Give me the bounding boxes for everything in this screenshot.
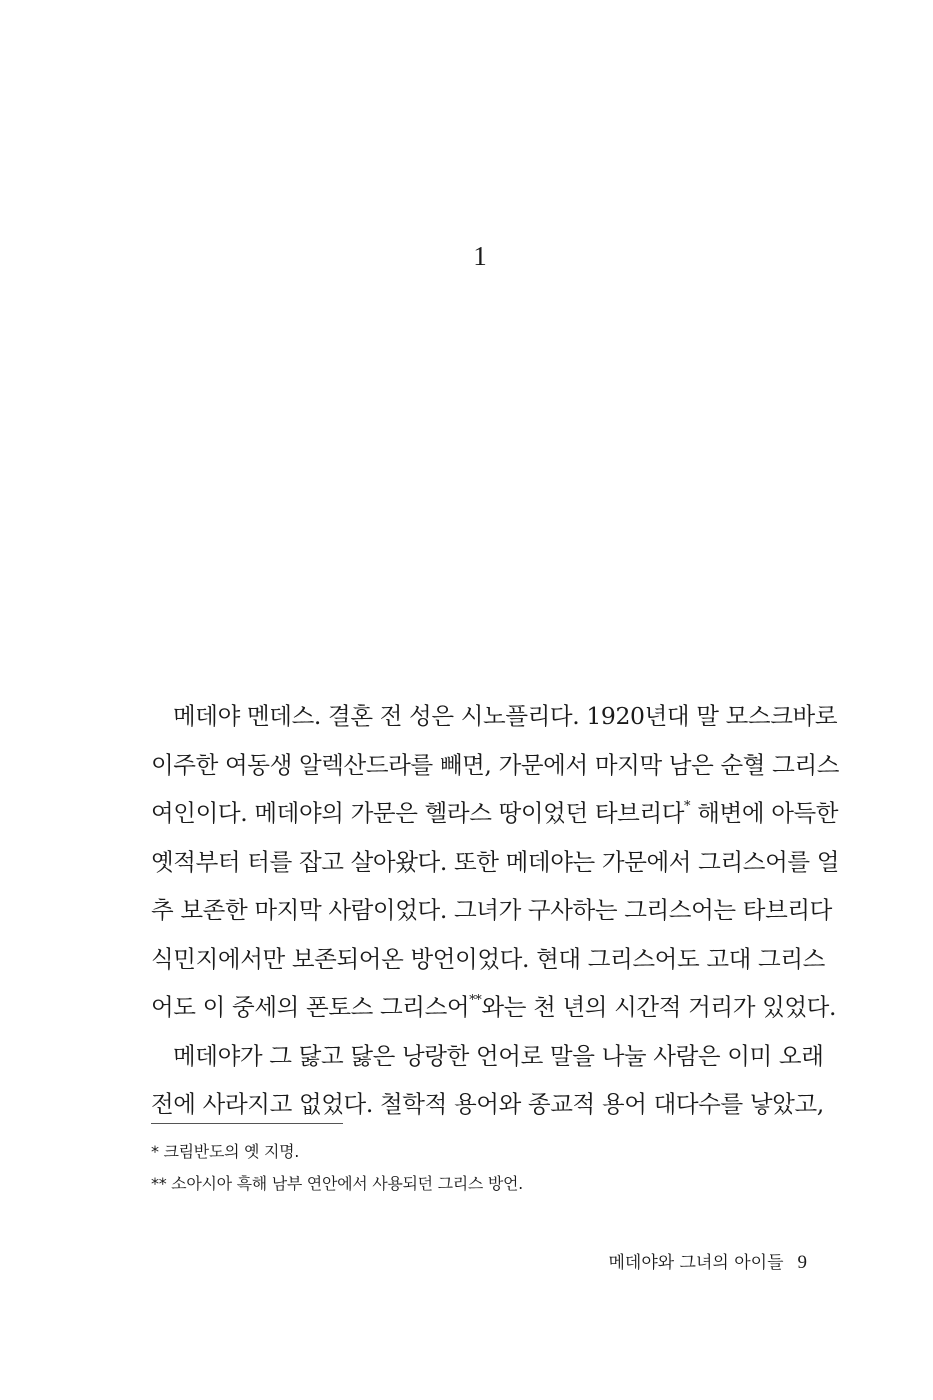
text-line bbox=[151, 741, 840, 790]
footnote-divider bbox=[151, 1123, 343, 1124]
running-title: 메데야와 그녀의 아이들 bbox=[608, 1253, 784, 1273]
footnote-mark: * bbox=[684, 799, 691, 814]
text-line-content: 식민지에서만 보존되어온 방언이었다. 현대 그리스어도 고대 그리스 bbox=[151, 944, 825, 973]
text-line bbox=[151, 838, 840, 887]
text-line-content: 메데야 멘데스. 결혼 전 성은 시노플리다. 1920년대 말 모스크바로 bbox=[173, 702, 838, 730]
text-line-content: 전에 사라지고 없었다. 철학적 용어와 종교적 용어 대다수를 낳았고, bbox=[151, 1090, 824, 1118]
text-line-content: 와는 천 년의 시간적 거리가 있었다. bbox=[481, 993, 837, 1021]
text-line bbox=[151, 692, 838, 741]
text-line-content: 추 보존한 마지막 사람이었다. 그녀가 구사하는 그리스어는 타브리다 bbox=[151, 896, 832, 924]
text-line-content: 옛적부터 터를 잡고 살아왔다. 또한 메데야는 가문에서 그리스어를 얼 bbox=[151, 847, 840, 876]
text-line-content: 메데야가 그 닳고 닳은 낭랑한 언어로 말을 나눌 사람은 이미 오래 bbox=[173, 1041, 824, 1070]
footnote: * 크림반도의 옛 지명. bbox=[151, 1142, 300, 1161]
body-text bbox=[151, 692, 840, 1129]
text-line bbox=[151, 935, 825, 984]
text-line bbox=[151, 789, 839, 838]
footnote: ** 소아시아 흑해 남부 연안에서 사용되던 그리스 방언. bbox=[151, 1174, 523, 1193]
chapter-number: 1 bbox=[473, 241, 487, 271]
text-line-content: 해변에 아득한 bbox=[697, 799, 839, 827]
text-line bbox=[151, 1080, 824, 1129]
page-number: 9 bbox=[797, 1252, 807, 1273]
running-footer bbox=[151, 1248, 807, 1278]
footnotes bbox=[151, 1136, 807, 1200]
text-line bbox=[151, 983, 837, 1032]
text-line-content: 어도 이 중세의 폰토스 그리스어 bbox=[151, 993, 470, 1021]
text-line-content: 이주한 여동생 알렉산드라를 빼면, 가문에서 마지막 남은 순혈 그리스 bbox=[151, 750, 840, 779]
footnote-mark: ** bbox=[469, 993, 482, 1008]
text-line-content: 여인이다. 메데야의 가문은 헬라스 땅이었던 타브리다 bbox=[151, 799, 685, 827]
text-line bbox=[151, 1032, 824, 1081]
text-line bbox=[151, 886, 832, 935]
